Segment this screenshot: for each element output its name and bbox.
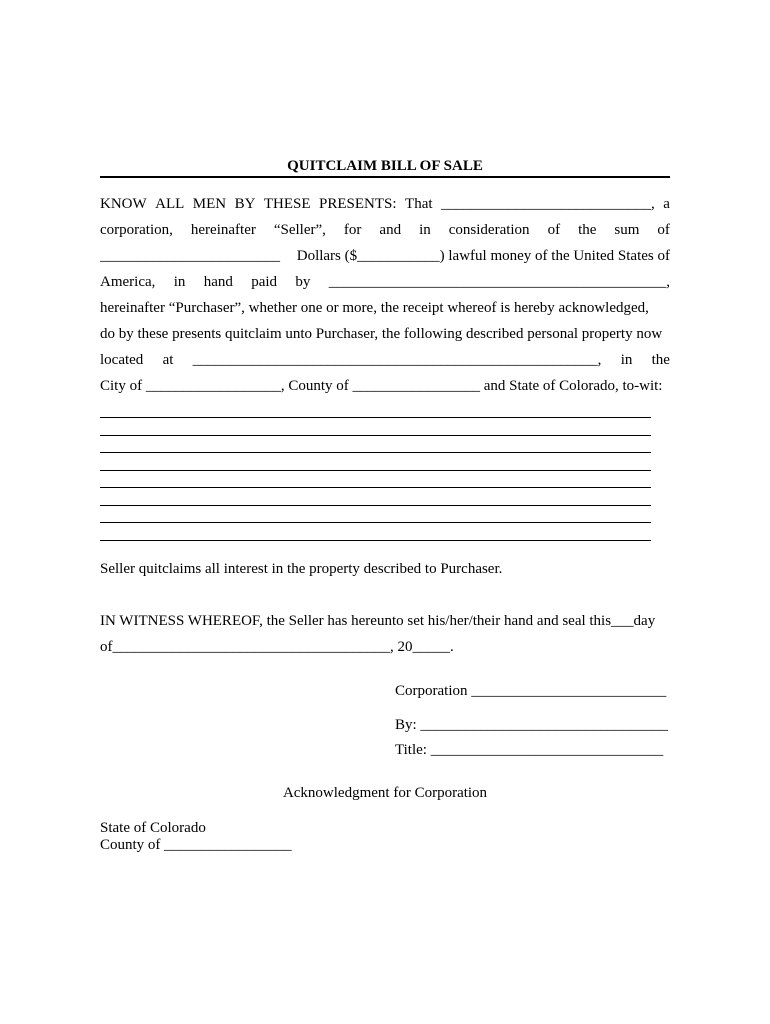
county-line[interactable]: County of _________________ <box>100 837 292 853</box>
text-word: paid <box>251 274 278 290</box>
text-word: and <box>379 222 402 238</box>
seller-statement: Seller quitclaims all interest in the property described to Purchaser. <box>100 561 503 577</box>
signature-corporation-line[interactable]: Corporation __________________________ <box>395 683 667 699</box>
para1-line-5: hereinafter “Purchaser”, whether one or more, the receipt whereof is hereby acknowledged, <box>100 300 649 316</box>
text-word: located <box>100 352 144 368</box>
title-underline <box>100 176 670 178</box>
property-description-line[interactable] <box>100 435 651 436</box>
amount-words-blank[interactable]: ________________________ <box>100 248 280 264</box>
text-word: MEN <box>192 196 227 212</box>
text-word: “Seller”, <box>273 222 326 238</box>
text-word: of <box>657 222 670 238</box>
witness-line-1: IN WITNESS WHEREOF, the Seller has hereunto set his/her/their hand and seal this___day <box>100 613 656 629</box>
text-word: THESE <box>263 196 311 212</box>
text-word: in <box>173 274 186 290</box>
text-word: for <box>343 222 362 238</box>
text-word: in <box>419 222 431 238</box>
text-word: by <box>295 274 311 290</box>
signature-by-line[interactable]: By: _________________________________ <box>395 717 668 733</box>
text-word: America, <box>100 274 156 290</box>
para1-line-4 <box>100 272 670 298</box>
text-word: at <box>162 352 174 368</box>
amount-text: Dollars ($___________) lawful money of the United States of <box>296 248 670 264</box>
text-word: corporation, <box>100 222 173 238</box>
state-line: State of Colorado <box>100 820 206 836</box>
text-word: a <box>663 196 670 212</box>
document-title: QUITCLAIM BILL OF SALE <box>287 158 483 174</box>
text-word: in <box>620 352 633 368</box>
text-word: hereinafter <box>190 222 256 238</box>
text-word: of <box>547 222 561 238</box>
para1-line-6: do by these presents quitclaim unto Purchaser, the following described personal property now <box>100 326 663 342</box>
text-word: BY <box>234 196 256 212</box>
property-description-line[interactable] <box>100 417 651 418</box>
para1-line-7 <box>100 350 670 376</box>
property-description-line[interactable] <box>100 470 651 471</box>
property-description-line[interactable] <box>100 540 651 541</box>
witness-line-2: of_____________________________________, 20_____. <box>100 639 454 655</box>
text-word: sum <box>614 222 640 238</box>
purchaser-name-blank[interactable]: _____________________________________________, <box>328 274 670 290</box>
signature-title-line[interactable]: Title: _______________________________ <box>395 742 664 758</box>
text-word: PRESENTS: <box>319 196 397 212</box>
text-word: consideration <box>448 222 530 238</box>
text-word: That <box>405 196 433 212</box>
acknowledgment-heading: Acknowledgment for Corporation <box>282 785 488 801</box>
para1-line-2 <box>100 220 670 246</box>
text-word: the <box>651 352 670 368</box>
property-description-line[interactable] <box>100 505 651 506</box>
location-blank[interactable]: ______________________________________________________, <box>192 352 602 368</box>
text-word: the <box>578 222 597 238</box>
text-word: ALL <box>155 196 185 212</box>
text-word: hand <box>203 274 233 290</box>
property-description-line[interactable] <box>100 452 651 453</box>
para1-line-8: City of __________________, County of _________________ and State of Colorado, to-wit: <box>100 378 663 394</box>
seller-name-blank[interactable]: ____________________________, <box>441 196 655 212</box>
property-description-line[interactable] <box>100 522 651 523</box>
text-word: KNOW <box>100 196 147 212</box>
para1-line-3 <box>100 246 670 272</box>
property-description-line[interactable] <box>100 487 651 488</box>
para1-line-1 <box>100 194 670 220</box>
